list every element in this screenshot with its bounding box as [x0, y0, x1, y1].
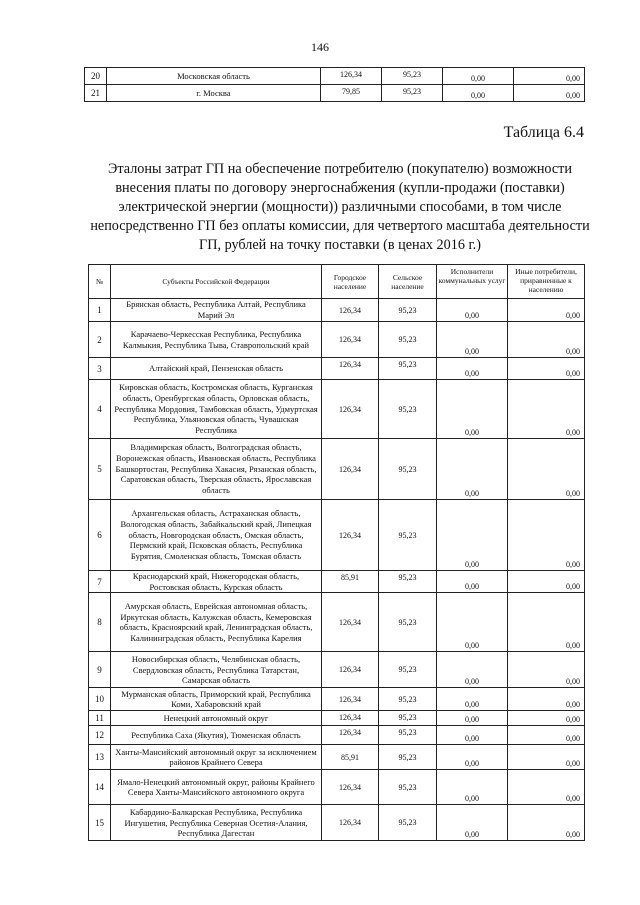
row-number: 4: [89, 380, 111, 439]
row-number: 15: [89, 805, 111, 841]
consumers-value: 0,00: [508, 500, 585, 571]
region-cell: г. Москва: [107, 85, 321, 102]
region-cell: Ямало-Ненецкий автономный округ, районы Крайнего Севера Ханты-Мансийского автономного округа: [111, 770, 322, 805]
rural-value: 95,23: [379, 593, 437, 652]
urban-value: 126,34: [322, 726, 379, 745]
region-cell: Кировская область, Костромская область, Курганская область, Оренбургская область, Орловская область, Республика Мордовия, Тамбовская область, Удмуртская Республика, Ульяновская область, Чувашская Республика: [111, 380, 322, 439]
consumers-value: 0,00: [508, 380, 585, 439]
rural-value: 95,23: [382, 68, 443, 85]
row-number: 20: [85, 68, 107, 85]
region-cell: Карачаево-Черкесская Республика, Республика Калмыкия, Республика Тыва, Ставропольский край: [111, 322, 322, 358]
region-cell: Московская область: [107, 68, 321, 85]
rural-value: 95,23: [379, 322, 437, 358]
row-number: 5: [89, 439, 111, 500]
table-row: [85, 85, 585, 102]
row-number: 8: [89, 593, 111, 652]
region-cell: Краснодарский край, Нижегородская область, Ростовская область, Курская область: [111, 571, 322, 593]
continued-table-body: [85, 68, 585, 102]
urban-value: 126,34: [322, 711, 379, 726]
consumers-value: 0,00: [508, 593, 585, 652]
urban-value: 126,34: [322, 439, 379, 500]
urban-value: 126,34: [321, 68, 382, 85]
header-urban: Городское население: [322, 265, 379, 299]
utility-value: 0,00: [437, 380, 508, 439]
consumers-value: 0,00: [508, 571, 585, 593]
table-row: [89, 726, 585, 745]
table-row: [89, 500, 585, 571]
header-row: [89, 265, 585, 299]
urban-value: 126,34: [322, 322, 379, 358]
table-body: [89, 299, 585, 841]
table-row: [89, 805, 585, 841]
utility-value: 0,00: [443, 68, 514, 85]
table-row: [89, 688, 585, 711]
region-cell: Владимирская область, Волгоградская область, Воронежская область, Ивановская область, Республика Башкортостан, Республика Хакасия, Рязанская область, Саратовская область, Тверская область, Ярославская область: [111, 439, 322, 500]
tariff-table: [88, 264, 585, 841]
table-row: [89, 322, 585, 358]
rural-value: 95,23: [379, 500, 437, 571]
urban-value: 126,34: [322, 380, 379, 439]
consumers-value: 0,00: [514, 68, 585, 85]
region-cell: Архангельская область, Астраханская область, Вологодская область, Забайкальский край, Липецкая область, Новгородская область, Омская область, Пермский край, Псковская область, Республика Бурятия, Смоленская область, Томская область: [111, 500, 322, 571]
region-cell: Новосибирская область, Челябинская область, Свердловская область, Республика Татарстан, Самарская область: [111, 652, 322, 688]
urban-value: 126,34: [322, 770, 379, 805]
table-row: [89, 593, 585, 652]
row-number: 9: [89, 652, 111, 688]
rural-value: 95,23: [382, 85, 443, 102]
header-rural: Сельское население: [379, 265, 437, 299]
rural-value: 95,23: [379, 688, 437, 711]
utility-value: 0,00: [437, 770, 508, 805]
consumers-value: 0,00: [508, 711, 585, 726]
urban-value: 126,34: [322, 805, 379, 841]
table-title: Эталоны затрат ГП на обеспечение потребителю (покупателю) возможности внесения платы по договору энергоснабжения (купли-продажи (поставки) электрической энергии (мощности)) различными способами, в том числе непосредственно ГП без оплаты комиссии, для четвертого масштаба деятельности ГП, рублей на точку поставки (в ценах 2016 г.): [90, 161, 590, 253]
consumers-value: 0,00: [508, 770, 585, 805]
rural-value: 95,23: [379, 805, 437, 841]
rural-value: 95,23: [379, 358, 437, 380]
region-cell: Брянская область, Республика Алтай, Республика Марий Эл: [111, 299, 322, 322]
urban-value: 126,34: [322, 500, 379, 571]
consumers-value: 0,00: [508, 688, 585, 711]
utility-value: 0,00: [437, 593, 508, 652]
continued-table: [84, 67, 585, 102]
region-cell: Мурманская область, Приморский край, Республика Коми, Хабаровский край: [111, 688, 322, 711]
table-row: [89, 439, 585, 500]
rural-value: 95,23: [379, 571, 437, 593]
row-number: 7: [89, 571, 111, 593]
urban-value: 85,91: [322, 745, 379, 770]
row-number: 21: [85, 85, 107, 102]
table-label: Таблица 6.4: [503, 124, 584, 141]
consumers-value: 0,00: [508, 439, 585, 500]
row-number: 1: [89, 299, 111, 322]
consumers-value: 0,00: [514, 85, 585, 102]
consumers-value: 0,00: [508, 299, 585, 322]
urban-value: 126,34: [322, 593, 379, 652]
region-cell: Кабардино-Балкарская Республика, Республика Ингушетия, Республика Северная Осетия-Алания, Республика Дагестан: [111, 805, 322, 841]
utility-value: 0,00: [437, 652, 508, 688]
urban-value: 126,34: [322, 652, 379, 688]
table-row: [89, 571, 585, 593]
consumers-value: 0,00: [508, 358, 585, 380]
rural-value: 95,23: [379, 652, 437, 688]
region-cell: Ненецкий автономный округ: [111, 711, 322, 726]
row-number: 13: [89, 745, 111, 770]
row-number: 2: [89, 322, 111, 358]
utility-value: 0,00: [437, 571, 508, 593]
region-cell: Республика Саха (Якутия), Тюменская область: [111, 726, 322, 745]
urban-value: 126,34: [322, 299, 379, 322]
rural-value: 95,23: [379, 299, 437, 322]
utility-value: 0,00: [437, 711, 508, 726]
utility-value: 0,00: [437, 805, 508, 841]
table-row: [89, 652, 585, 688]
header-consumers: Иные потребители, приравненные к населению: [508, 265, 585, 299]
row-number: 11: [89, 711, 111, 726]
consumers-value: 0,00: [508, 652, 585, 688]
urban-value: 126,34: [322, 358, 379, 380]
utility-value: 0,00: [437, 358, 508, 380]
table-row: [89, 358, 585, 380]
table-row: [89, 380, 585, 439]
utility-value: 0,00: [437, 688, 508, 711]
table-row: [89, 299, 585, 322]
region-cell: Ханты-Мансийский автономный округ за исключением районов Крайнего Севера: [111, 745, 322, 770]
header-utility: Исполнители коммунальных услуг: [437, 265, 508, 299]
rural-value: 95,23: [379, 745, 437, 770]
utility-value: 0,00: [437, 322, 508, 358]
header-region: Субъекты Российской Федерации: [111, 265, 322, 299]
urban-value: 79,85: [321, 85, 382, 102]
consumers-value: 0,00: [508, 745, 585, 770]
rural-value: 95,23: [379, 711, 437, 726]
row-number: 14: [89, 770, 111, 805]
rural-value: 95,23: [379, 770, 437, 805]
page-number: 146: [311, 40, 329, 54]
consumers-value: 0,00: [508, 322, 585, 358]
table-row: [89, 711, 585, 726]
region-cell: Амурская область, Еврейская автономная область, Иркутская область, Калужская область, Кемеровская область, Красноярский край, Ленинградская область, Калининградская область, Республика Карелия: [111, 593, 322, 652]
table-header: [89, 265, 585, 299]
utility-value: 0,00: [437, 299, 508, 322]
row-number: 10: [89, 688, 111, 711]
utility-value: 0,00: [437, 745, 508, 770]
urban-value: 126,34: [322, 688, 379, 711]
utility-value: 0,00: [437, 726, 508, 745]
utility-value: 0,00: [443, 85, 514, 102]
rural-value: 95,23: [379, 726, 437, 745]
urban-value: 85,91: [322, 571, 379, 593]
row-number: 6: [89, 500, 111, 571]
rural-value: 95,23: [379, 439, 437, 500]
utility-value: 0,00: [437, 500, 508, 571]
header-number: №: [89, 265, 111, 299]
rural-value: 95,23: [379, 380, 437, 439]
table-row: [89, 745, 585, 770]
table-row: [85, 68, 585, 85]
consumers-value: 0,00: [508, 726, 585, 745]
table-row: [89, 770, 585, 805]
row-number: 3: [89, 358, 111, 380]
region-cell: Алтайский край, Пензенская область: [111, 358, 322, 380]
utility-value: 0,00: [437, 439, 508, 500]
row-number: 12: [89, 726, 111, 745]
consumers-value: 0,00: [508, 805, 585, 841]
